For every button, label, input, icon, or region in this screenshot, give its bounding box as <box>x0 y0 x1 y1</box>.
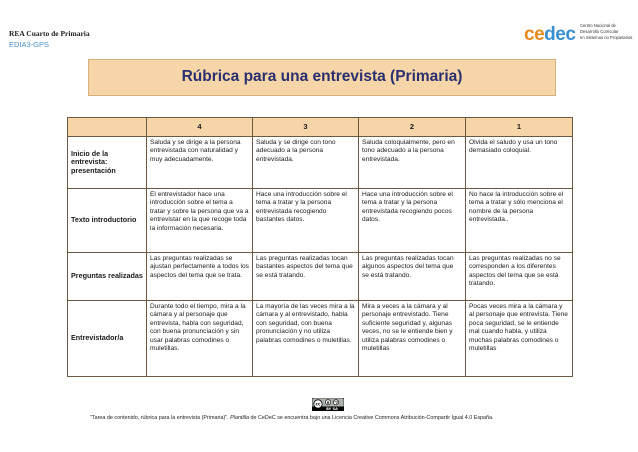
license-footer <box>90 415 560 421</box>
row-label: Entrevistador/a <box>68 301 147 377</box>
header-cell-score-2: 2 <box>359 118 466 137</box>
footer-part1: "Tarea de contenido, rúbrica para la entrevista (Primaria)". <box>90 415 231 421</box>
table-cell: Las preguntas realizadas tocan bastantes aspectos del tema que se está tratando. <box>253 253 359 301</box>
logo-subtitle <box>580 23 632 41</box>
table-cell: Las preguntas realizadas tocan algunos aspectos del tema que se está tratando. <box>359 253 466 301</box>
table-cell: Pocas veces mira a la cámara y al personaje que entrevista. Tiene poca seguridad, se le entiende mal cuando habla, y utiliza muchas palabras comodines o muletillas <box>466 301 573 377</box>
header-cell-score-1: 1 <box>466 118 573 137</box>
footer-template-link[interactable]: Plantilla <box>230 415 250 421</box>
cc-by-sa-icon <box>312 398 344 411</box>
table-cell: No hace la introducción sobre el tema a tratar y sólo menciona el nombre de la persona entrevistada.. <box>466 189 573 253</box>
table-cell: La mayoría de las veces mira a la cámara y al entrevistado, habla con seguridad, con buena pronunciación y no utiliza palabras comodines o muletillas. <box>253 301 359 377</box>
rubric-table <box>67 117 573 377</box>
table-cell: Saluda y se dirige con tono adecuado a la persona entrevistada. <box>253 137 359 189</box>
logo-wordmark <box>524 24 575 46</box>
logo-word-part1: ce <box>524 24 545 45</box>
table-cell: Olvida el saludo y usa un tono demasiado coloquial. <box>466 137 573 189</box>
page-title: Rúbrica para una entrevista (Primaria) <box>181 68 463 85</box>
row-label: Preguntas realizadas <box>68 253 147 301</box>
logo-sub-line2: Desarrollo Curricular <box>580 29 619 34</box>
table-cell: Las preguntas realizadas se ajustan perfectamente a todos los aspectos del tema que se trata. <box>147 253 253 301</box>
table-header-row <box>68 118 573 137</box>
logo-sub-line1: Centro Nacional de <box>580 23 616 28</box>
license-badge-label: BY SA <box>326 407 338 411</box>
logo-sub-line3: en Sistemas no Propietarios <box>580 35 633 40</box>
table-cell: Hace una introducción sobre el tema a tratar y la persona entrevistada recogiendo pocos datos. <box>359 189 466 253</box>
table-row <box>68 137 573 189</box>
logo-word-part2: dec <box>544 24 576 45</box>
header-course: REA Cuarto de Primaria <box>9 29 90 38</box>
title-banner <box>88 59 556 96</box>
table-cell: El entrevistador hace una introducción sobre el tema a tratar y sobre la persona que va a entrevistar en la que recoge toda la información necesaria. <box>147 189 253 253</box>
table-cell: Durante todo el tiempo, mira a la cámara y al personaje que entrevista, habla con seguridad, con buena pronunciación y sin usar palabras comodines o muletillas. <box>147 301 253 377</box>
header-cell-score-3: 3 <box>253 118 359 137</box>
header-code: EDIA3-GPS <box>9 40 50 49</box>
table-cell: Las preguntas realizadas no se corresponden a los diferentes aspectos del tema que se está tratando. <box>466 253 573 301</box>
svg-text:cc: cc <box>315 401 321 407</box>
table-cell: Saluda coloquialmente, pero en tono adecuado a la persona entrevistada. <box>359 137 466 189</box>
header-cell-criteria <box>68 118 147 137</box>
row-label: Inicio de la entrevista: presentación <box>68 137 147 189</box>
table-row <box>68 301 573 377</box>
table-cell: Hace una introducción sobre el tema a tratar y la persona entrevistada recogiendo bastantes datos. <box>253 189 359 253</box>
row-label: Texto introductorio <box>68 189 147 253</box>
table-row <box>68 253 573 301</box>
table-cell: Mira a veces a la cámara y al personaje entrevistado. Tiene suficiente seguridad y, algunas veces, no se le entiende bien y utiliza palabras comodines o muletillas <box>359 301 466 377</box>
table-row <box>68 189 573 253</box>
header-cell-score-4: 4 <box>147 118 253 137</box>
table-cell: Saluda y se dirige a la persona entrevistada con naturalidad y muy adecuadamente. <box>147 137 253 189</box>
footer-part3: de CeDeC se encuentra bajo una Licencia Creative Commons Atribución-Compartir Igual 4.0 España. <box>249 415 494 421</box>
cedec-logo <box>524 22 633 50</box>
